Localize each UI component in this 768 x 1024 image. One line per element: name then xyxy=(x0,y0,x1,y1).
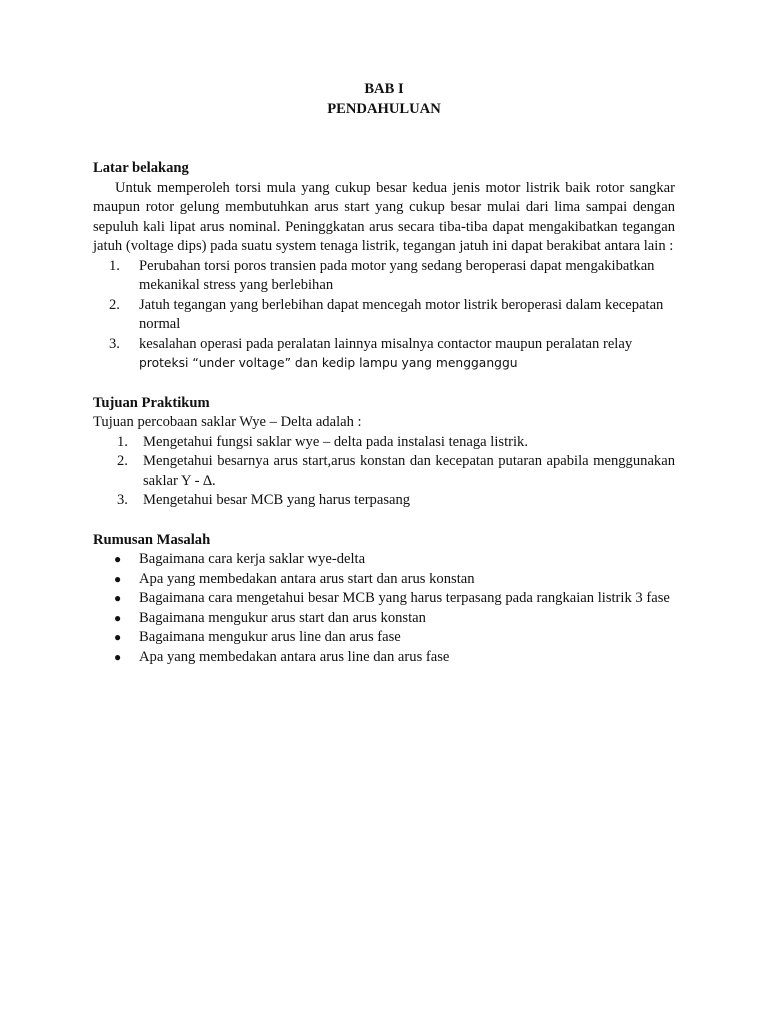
list-item-text: kesalahan operasi pada peralatan lainnya misalnya contactor maupun peralatan relay xyxy=(139,335,633,352)
bullet-icon: ● xyxy=(114,571,122,586)
list-item-text-continuation: proteksi “under voltage” dan kedip lampu yang mengganggu xyxy=(139,356,518,370)
list-item-text: Apa yang membedakan antara arus line dan arus fase xyxy=(139,648,450,665)
list-item-text: Bagaimana cara kerja saklar wye-delta xyxy=(139,551,366,567)
bullet-icon: ● xyxy=(114,552,122,566)
list-number: 2. xyxy=(117,453,128,469)
section-spacer xyxy=(93,511,675,531)
list-item-text: Apa yang membedakan antara arus start dan arus konstan xyxy=(139,570,475,587)
list-number: 3. xyxy=(109,335,120,352)
bullet-icon: ● xyxy=(114,591,122,605)
list-item xyxy=(93,433,675,453)
list-number: 1. xyxy=(117,433,128,450)
section-title-rumusan: Rumusan Masalah xyxy=(93,531,211,548)
list-item xyxy=(93,257,675,296)
list-item-text: Mengetahui besar MCB yang harus terpasang xyxy=(143,492,411,508)
list-number: 3. xyxy=(117,492,128,508)
chapter-heading xyxy=(93,80,675,119)
list-item-text: Jatuh tegangan yang berlebihan dapat mencegah motor listrik beroperasi dalam kecepatan normal xyxy=(139,296,664,332)
section-title-tujuan: Tujuan Praktikum xyxy=(93,394,210,411)
list-item xyxy=(93,648,675,668)
chapter-number: BAB I xyxy=(364,81,404,97)
list-number: 1. xyxy=(109,257,120,274)
background-list xyxy=(93,257,675,374)
bullet-icon: ● xyxy=(114,649,122,664)
bullet-icon: ● xyxy=(114,630,122,644)
section-spacer xyxy=(93,374,675,394)
background-paragraph: Untuk memperoleh torsi mula yang cukup besar kedua jenis motor listrik baik rotor sangkar maupun rotor gelung membutuhkan arus start yang cukup besar mulai dari lima sampai dengan sepuluh kali lipat arus nominal. Peninggkatan arus secara tiba-tiba dapat mengakibatkan tegangan jatuh (voltage dips) pada suatu system tenaga listrik, tegangan jatuh ini dapat berakibat antara lain : xyxy=(93,179,675,254)
list-item xyxy=(93,570,675,590)
list-item-text: Mengetahui fungsi saklar wye – delta pada instalasi tenaga listrik. xyxy=(143,433,529,450)
list-item xyxy=(93,609,675,629)
list-item-text: Bagaimana mengukur arus line dan arus fase xyxy=(139,629,401,645)
section-title-latar-belakang: Latar belakang xyxy=(93,160,189,176)
list-item xyxy=(93,491,675,511)
list-item xyxy=(93,628,675,648)
list-number: 2. xyxy=(109,296,120,313)
objective-intro: Tujuan percobaan saklar Wye – Delta adalah : xyxy=(93,414,362,430)
problem-list xyxy=(93,550,675,667)
list-item xyxy=(93,452,675,491)
list-item-text: Bagaimana mengukur arus start dan arus konstan xyxy=(139,609,426,626)
chapter-title: PENDAHULUAN xyxy=(327,100,441,117)
list-item xyxy=(93,335,675,374)
list-item-text: Perubahan torsi poros transien pada motor yang sedang beroperasi dapat mengakibatkan mekanikal stress yang berlebihan xyxy=(139,257,655,293)
objective-list xyxy=(93,433,675,511)
document-page xyxy=(93,80,675,667)
list-item-text: Bagaimana cara mengetahui besar MCB yang harus terpasang pada rangkaian listrik 3 fase xyxy=(139,590,670,606)
list-item-text: Mengetahui besarnya arus start,arus konstan dan kecepatan putaran apabila menggunakan saklar Y - ∆. xyxy=(143,453,675,489)
list-item xyxy=(93,589,675,609)
list-item xyxy=(93,550,675,570)
bullet-icon: ● xyxy=(114,610,122,625)
list-item xyxy=(93,296,675,335)
